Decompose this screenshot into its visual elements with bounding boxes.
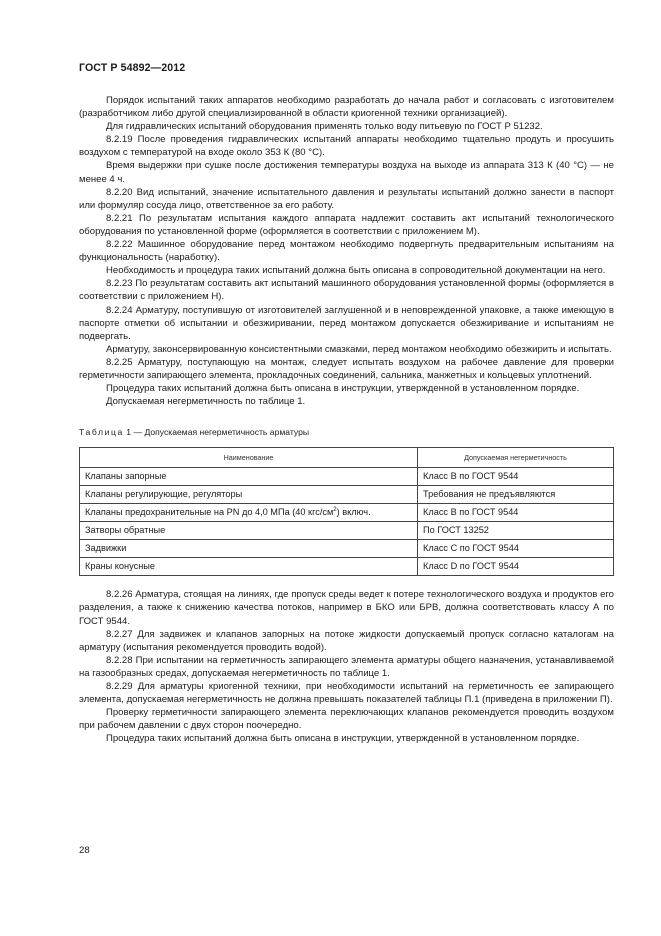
cell-text: Клапаны предохранительные на PN до 4,0 МПа (40 кгс/см (85, 507, 334, 518)
table-cell-value: По ГОСТ 13252 (418, 522, 614, 540)
table-row (80, 540, 614, 558)
table-cell-name: Клапаны запорные (80, 468, 418, 486)
document-header: ГОСТ Р 54892—2012 (79, 62, 186, 74)
table-cell-value: Класс В по ГОСТ 9544 (418, 504, 614, 522)
table-cell-name: Затворы обратные (80, 522, 418, 540)
paragraph: Допускаемая негерметичность по таблице 1. (106, 396, 306, 408)
table-row (80, 468, 614, 486)
table-row (80, 486, 614, 504)
table-caption-text: 1 — Допускаемая негерметичность арматуры (123, 427, 310, 438)
paragraph: 8.2.26 Арматура, стоящая на линиях, где пропуск среды ведет к потере технологического воздуха и продуктов его разделения, а также к снижению качества потоков, например в БКО или БРВ, должна соответствовать классу А по ГОСТ 9544. (79, 589, 614, 627)
paragraph: Проверку герметичности запирающего элемента переключающих клапанов рекомендуется проводить воздухом при рабочем давлении с двух сторон поочередно. (79, 707, 614, 732)
table-cell-name: Краны конусные (80, 558, 418, 576)
table-row (80, 504, 614, 522)
table-row (80, 522, 614, 540)
paragraph: Порядок испытаний таких аппаратов необходимо разработать до начала работ и согласовать с изготовителем (разработчиком либо другой специализированной в области криогенной техники организацией). (79, 95, 614, 120)
paragraph: 8.2.23 По результатам составить акт испытаний машинного оборудования установленной формы (оформляется в соответствии с приложением Н). (79, 278, 614, 303)
paragraph: 8.2.22 Машинное оборудование перед монтажом необходимо подвергнуть предварительным испытаниям на функциональность (наработку). (79, 239, 614, 264)
table-cell-value: Класс D по ГОСТ 9544 (418, 558, 614, 576)
paragraph: 8.2.25 Арматуру, поступающую на монтаж, следует испытать воздухом на рабочее давление для проверки герметичности запирающего элемента, прокладочных соединений, сальника, манжетных и кольцевых уплотнений. (79, 356, 614, 381)
column-header-tolerance: Допускаемая негерметичность (418, 448, 614, 468)
paragraph: 8.2.27 Для задвижек и клапанов запорных на потоке жидкости допускаемый пропуск согласно каталогам на арматуру (испытания рекомендуется проводить водой). (79, 628, 614, 653)
superscript: 2 (333, 507, 337, 514)
paragraph: Процедура таких испытаний должна быть описана в инструкции, утвержденной в установленном порядке. (106, 733, 580, 745)
paragraph: Для гидравлических испытаний оборудования применять только воду питьевую по ГОСТ Р 51232. (106, 121, 543, 133)
table-caption-label: Таблица (79, 427, 124, 438)
column-header-name: Наименование (80, 448, 418, 468)
table-cell-value: Класс С по ГОСТ 9544 (418, 540, 614, 558)
table-cell-name: Клапаны регулирующие, регуляторы (80, 486, 418, 504)
table-cell-value: Требования не предъявляются (418, 486, 614, 504)
paragraph: 8.2.20 Вид испытаний, значение испытательного давления и результаты испытаний должно занести в паспорт или формуляр сосуда лицо, ответственное за его работу. (79, 186, 614, 211)
paragraph: Время выдержки при сушке после достижения температуры воздуха на выходе из аппарата 313 К (40 °С) — не менее 4 ч. (79, 160, 614, 185)
paragraph: Необходимость и процедура таких испытаний должна быть описана в сопроводительной документации на него. (106, 265, 606, 277)
table-cell-value: Класс В по ГОСТ 9544 (418, 468, 614, 486)
table-header-row (80, 448, 614, 468)
tolerance-table (79, 447, 614, 576)
page-number: 28 (79, 845, 90, 856)
paragraph: Процедура таких испытаний должна быть описана в инструкции, утвержденной в установленном порядке. (106, 383, 580, 395)
paragraph: 8.2.24 Арматуру, поступившую от изготовителей заглушенной и в неповрежденной упаковке, а также имеющую в паспорте отметки об испытании и обезжиривании, перед монтажом допускается обезжиривание и испытаниям не подвергать. (79, 304, 614, 342)
table-caption (79, 426, 614, 439)
paragraph: Арматуру, законсервированную консистентными смазками, перед монтажом необходимо обезжирить и испытать. (106, 343, 612, 355)
table-cell-name (80, 504, 418, 522)
table-row (80, 558, 614, 576)
cell-text: ) включ. (336, 507, 371, 518)
paragraph: 8.2.28 При испытании на герметичность запирающего элемента арматуры общего назначения, устанавливаемой на газообразных средах, допускаемая негерметичность по таблице 1. (79, 654, 614, 679)
document-body (79, 94, 614, 745)
paragraph: 8.2.21 По результатам испытания каждого аппарата надлежит составить акт испытаний технологического оборудования по установленной форме (оформляется в соответствии с приложением М). (79, 212, 614, 237)
table-cell-name: Задвижки (80, 540, 418, 558)
paragraph: 8.2.29 Для арматуры криогенной техники, при необходимости испытаний на герметичность ее запирающего элемента, допускаемая негерметичность не должна превышать показателей таблицы П.1 (приведена в приложении П). (79, 681, 614, 706)
paragraph: 8.2.19 После проведения гидравлических испытаний аппараты необходимо тщательно продуть и просушить воздухом с температурой на входе около 353 К (80 °С). (79, 134, 614, 159)
